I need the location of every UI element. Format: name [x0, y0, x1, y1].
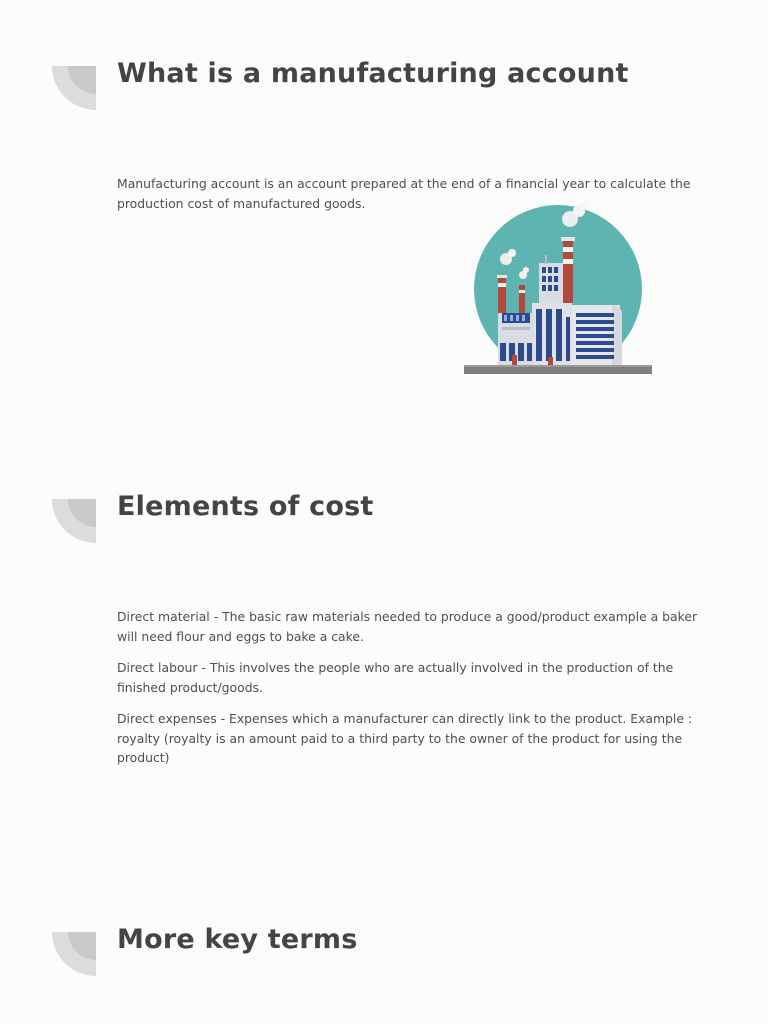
section-heading: Elements of cost: [117, 491, 374, 522]
section-paragraph-direct-labour: Direct labour - This involves the people who are actually involved in the production of the finished product/goods.: [117, 660, 674, 695]
factory-icon: [462, 197, 654, 379]
section-heading: What is a manufacturing account: [117, 58, 629, 89]
quarter-circle-decoration-icon: [52, 932, 96, 976]
section-paragraph: Manufacturing account is an account prepared at the end of a financial year to calculate the production cost of manufactured goods.: [117, 176, 691, 211]
section-paragraph-direct-material: Direct material - The basic raw materials needed to produce a good/product example a baker will need flour and eggs to bake a cake.: [117, 609, 698, 644]
quarter-circle-decoration-icon: [52, 66, 96, 110]
section-paragraph-direct-expenses: Direct expenses - Expenses which a manufacturer can directly link to the product. Example : royalty (royalty is an amount paid to a third party to the owner of the product for using the product): [117, 711, 693, 765]
quarter-circle-decoration-icon: [52, 499, 96, 543]
section-heading: More key terms: [117, 924, 358, 955]
